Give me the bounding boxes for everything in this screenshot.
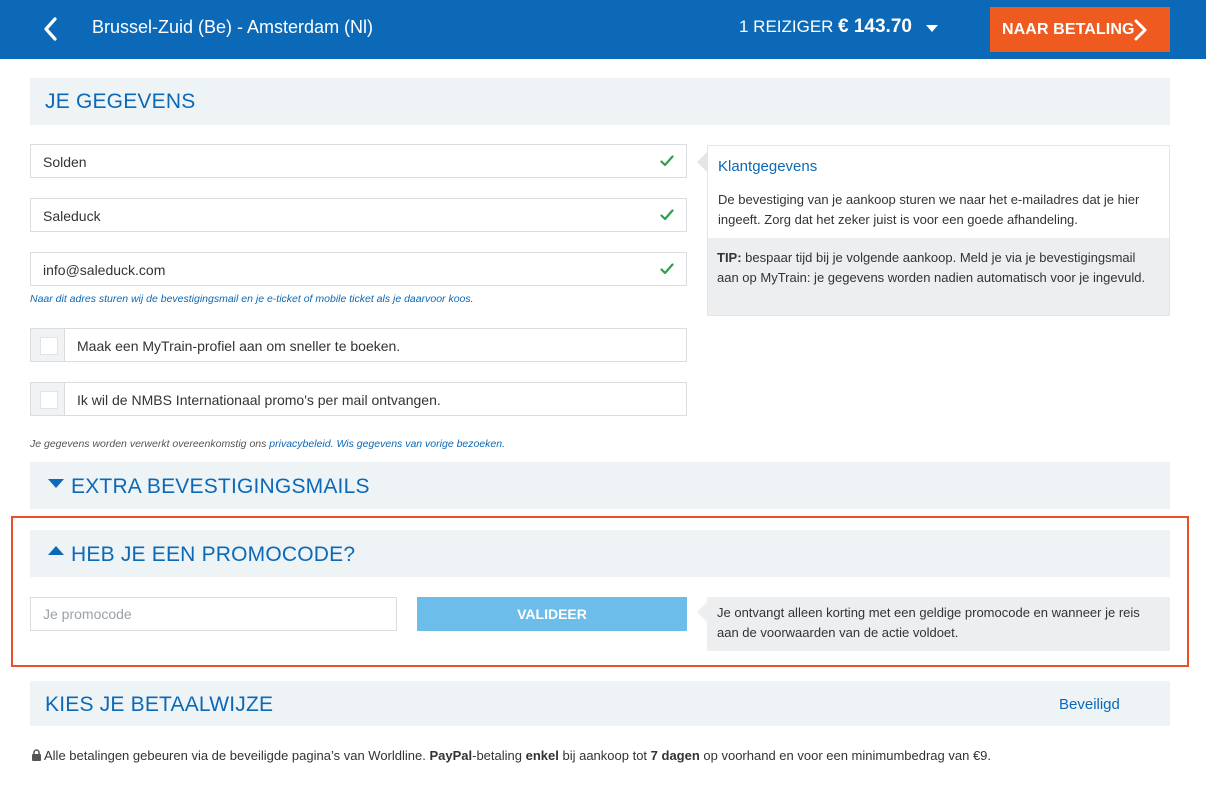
clear-history-link[interactable]: Wis gegevens van vorige bezoeken.: [336, 438, 506, 450]
info-panel-title: Klantgegevens: [718, 158, 818, 175]
mytrain-profile-checkbox[interactable]: [31, 329, 65, 361]
customer-info-panel: [707, 145, 1170, 316]
back-button[interactable]: [34, 12, 68, 46]
price-details-toggle[interactable]: [923, 20, 941, 38]
to-payment-button[interactable]: [990, 7, 1170, 52]
check-icon: [660, 154, 674, 168]
footer-paypal: PayPal: [429, 748, 473, 763]
payment-section-header: [30, 681, 1170, 726]
caret-down-icon: [923, 20, 941, 38]
payment-section-title: KIES JE BETAALWIJZE: [45, 693, 274, 716]
promo-info-pointer: [697, 602, 707, 622]
footer-part-2: -betaling: [472, 748, 526, 763]
footer-only: enkel: [525, 748, 559, 763]
footer-part-1: Alle betalingen gebeuren via de beveiligde pagina’s van Worldline.: [44, 748, 430, 763]
total-price: € 143.70: [838, 16, 912, 37]
email-helper-text: Naar dit adres sturen wij de bevestigingsmail en je e-ticket of mobile ticket als je daarvoor koos.: [30, 293, 474, 305]
info-panel-pointer: [697, 152, 707, 172]
lock-icon: [31, 749, 42, 761]
extra-mails-title: EXTRA BEVESTIGINGSMAILS: [71, 475, 370, 498]
first-name-value: Saleduck: [43, 208, 101, 224]
chevron-left-icon: [34, 12, 68, 46]
validate-button[interactable]: VALIDEER: [417, 597, 687, 631]
email-field[interactable]: [30, 252, 687, 286]
newsletter-option[interactable]: [30, 382, 687, 416]
last-name-field[interactable]: [30, 144, 687, 178]
to-payment-label: NAAR BETALING: [1002, 21, 1135, 38]
mytrain-profile-label: Maak een MyTrain-profiel aan om sneller te boeken.: [77, 338, 401, 354]
details-section-header: [30, 78, 1170, 125]
promo-title: HEB JE EEN PROMOCODE?: [71, 543, 356, 566]
email-value: info@saleduck.com: [43, 262, 166, 278]
top-bar: [0, 0, 1206, 59]
newsletter-checkbox[interactable]: [31, 383, 65, 415]
secure-label: Beveiligd: [1059, 696, 1120, 713]
info-panel-tip: [708, 238, 1169, 315]
mytrain-profile-option[interactable]: [30, 328, 687, 362]
last-name-value: Solden: [43, 154, 87, 170]
traveller-count: 1 REIZIGER: [739, 17, 834, 36]
footer-part-4: op voorhand en voor een minimumbedrag van €9.: [699, 748, 992, 763]
payment-footer-note: [31, 748, 991, 763]
check-icon: [660, 262, 674, 276]
triangle-up-icon: [47, 544, 65, 558]
first-name-field[interactable]: [30, 198, 687, 232]
chevron-right-icon: [1128, 18, 1152, 42]
details-section-title: JE GEGEVENS: [45, 90, 196, 113]
tip-label: TIP:: [717, 250, 742, 265]
privacy-note: [30, 438, 505, 450]
triangle-down-icon: [47, 477, 65, 491]
footer-days: 7 dagen: [650, 748, 700, 763]
info-panel-body: De bevestiging van je aankoop sturen we naar het e-mailadres dat je hier ingeeft. Zorg dat het zeker juist is voor een goede afhandeling.: [718, 192, 1140, 227]
promo-info-text: Je ontvangt alleen korting met een geldige promocode en wanneer je reis aan de voorwaarden van de actie voldoet.: [707, 597, 1170, 651]
promo-toggle[interactable]: [30, 530, 1170, 577]
promo-code-input[interactable]: [30, 597, 397, 631]
extra-mails-toggle[interactable]: [30, 462, 1170, 509]
footer-part-3: bij aankoop tot: [558, 748, 651, 763]
privacy-policy-link[interactable]: privacybeleid: [269, 438, 331, 450]
tip-text: bespaar tijd bij je volgende aankoop. Meld je via je bevestigingsmail aan op MyTrain: je gegevens worden nadien automatisch voor je ingevuld.: [717, 250, 1146, 285]
privacy-prefix: Je gegevens worden verwerkt overeenkomstig ons: [30, 438, 270, 450]
newsletter-label: Ik wil de NMBS Internationaal promo's per mail ontvangen.: [77, 392, 441, 408]
privacy-separator: .: [330, 438, 337, 450]
route-title: Brussel-Zuid (Be) - Amsterdam (Nl): [92, 17, 374, 37]
check-icon: [660, 208, 674, 222]
